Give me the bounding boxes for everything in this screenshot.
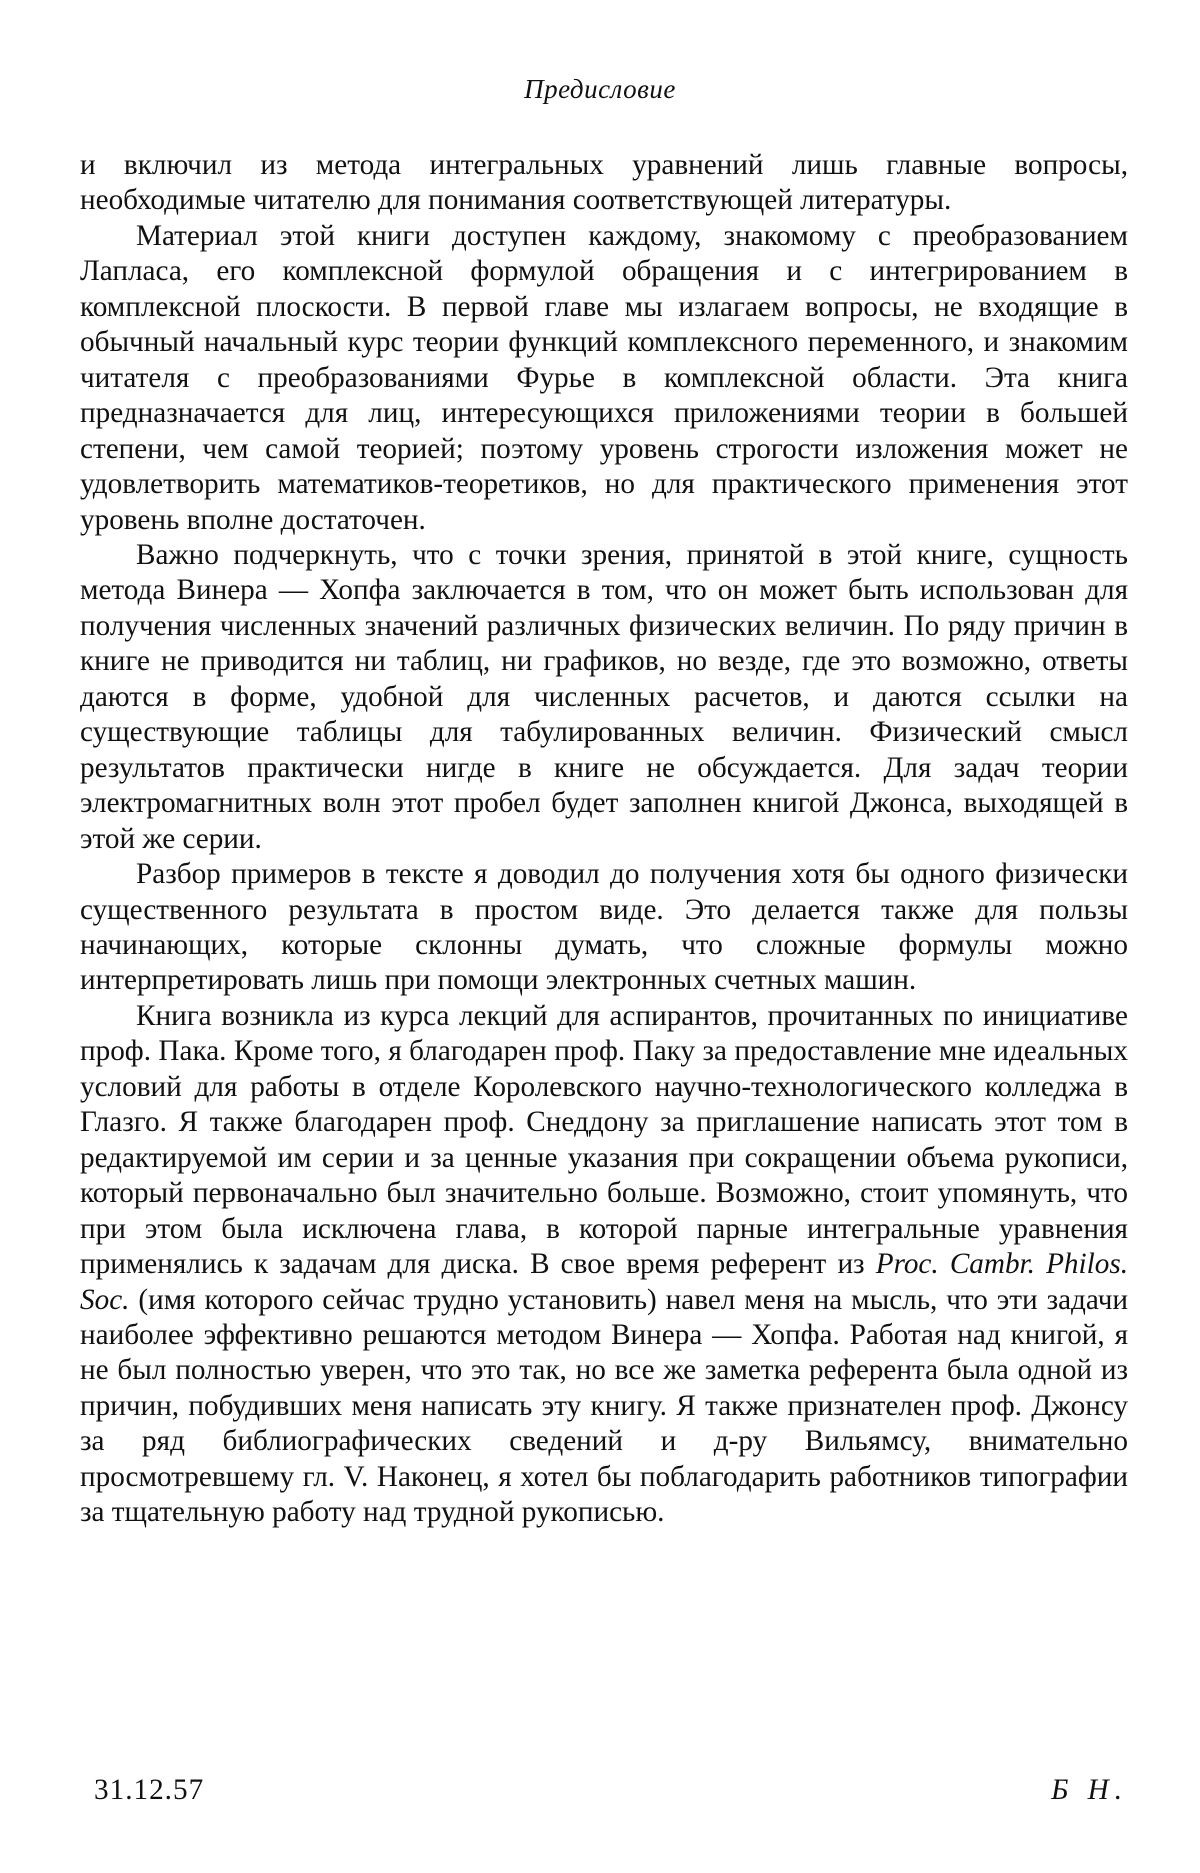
book-page <box>0 0 1200 1873</box>
preface-date: 31.12.57 <box>94 1774 204 1807</box>
journal-title: Proc. Cambr. Philos. Soc. <box>80 1248 1128 1315</box>
preface-body <box>80 148 1128 1531</box>
paragraph-5-text-after: (имя которого сейчас трудно установить) навел меня на мысль, что эти задачи наиболее эффективно решаются методом Винера — Хопфа. Работая над книгой, я не был полностью уверен, что это так, но все же заметка референта была одной из причин, побудивших меня написать эту книгу. Я также признателен проф. Джонсу за ряд библиографических сведений и д-ру Вильямсу, внимательно просмотревшему гл. V. Наконец, я хотел бы поблагодарить работников типографии за тщательную работу над трудной рукописью. <box>80 1284 1128 1529</box>
paragraph-5-text-before: Книга возникла из курса лекций для аспирантов, прочитанных по инициативе проф. Пака. Кроме того, я благодарен проф. Паку за предоставление мне идеальных условий для работы в отделе Королевского научно-технологического колледжа в Глазго. Я также благодарен проф. Снеддону за приглашение написать этот том в редактируемой им серии и за ценные указания при сокращении объема рукописи, который первоначально был значительно больше. Возможно, стоит упомянуть, что при этом была исключена глава, в которой парные интегральные уравнения применялись к задачам для диска. В свое время референт из <box>80 1000 1128 1280</box>
paragraph-1: и включил из метода интегральных уравнений лишь главные вопросы, необходимые читателю для понимания соответствующей литературы. <box>80 148 1128 219</box>
paragraph-4: Разбор примеров в тексте я доводил до получения хотя бы одного физически существенного результата в простом виде. Это делается также для пользы начинающих, которые склонны думать, что сложные формулы можно интерпретировать лишь при помощи электронных счетных машин. <box>80 857 1128 999</box>
paragraph-5 <box>80 999 1128 1531</box>
signature-line <box>80 1774 1128 1814</box>
paragraph-3: Важно подчеркнуть, что с точки зрения, принятой в этой книге, сущность метода Винера — Хопфа заключается в том, что он может быть использован для получения численных значений различных физических величин. По ряду причин в книге не приводится ни таблиц, ни графиков, но везде, где это возможно, ответы даются в форме, удобной для численных расчетов, и даются ссылки на существующие таблицы для табулированных величин. Физический смысл результатов практически нигде в книге не обсуждается. Для задач теории электромагнитных волн этот пробел будет заполнен книгой Джонса, выходящей в этой же серии. <box>80 538 1128 857</box>
paragraph-2: Материал этой книги доступен каждому, знакомому с преобразованием Лапласа, его комплексной формулой обращения и с интегрированием в комплексной плоскости. В первой главе мы излагаем вопросы, не входящие в обычный начальный курс теории функций комплексного переменного, и знакомим читателя с преобразованиями Фурье в комплексной области. Эта книга предназначается для лиц, интересующихся приложениями теории в большей степени, чем самой теорией; поэтому уровень строгости изложения может не удовлетворить математиков-теоретиков, но для практического применения этот уровень вполне достаточен. <box>80 219 1128 538</box>
running-title: Предисловие <box>0 74 1200 105</box>
author-initials: Б Н. <box>1051 1774 1128 1807</box>
